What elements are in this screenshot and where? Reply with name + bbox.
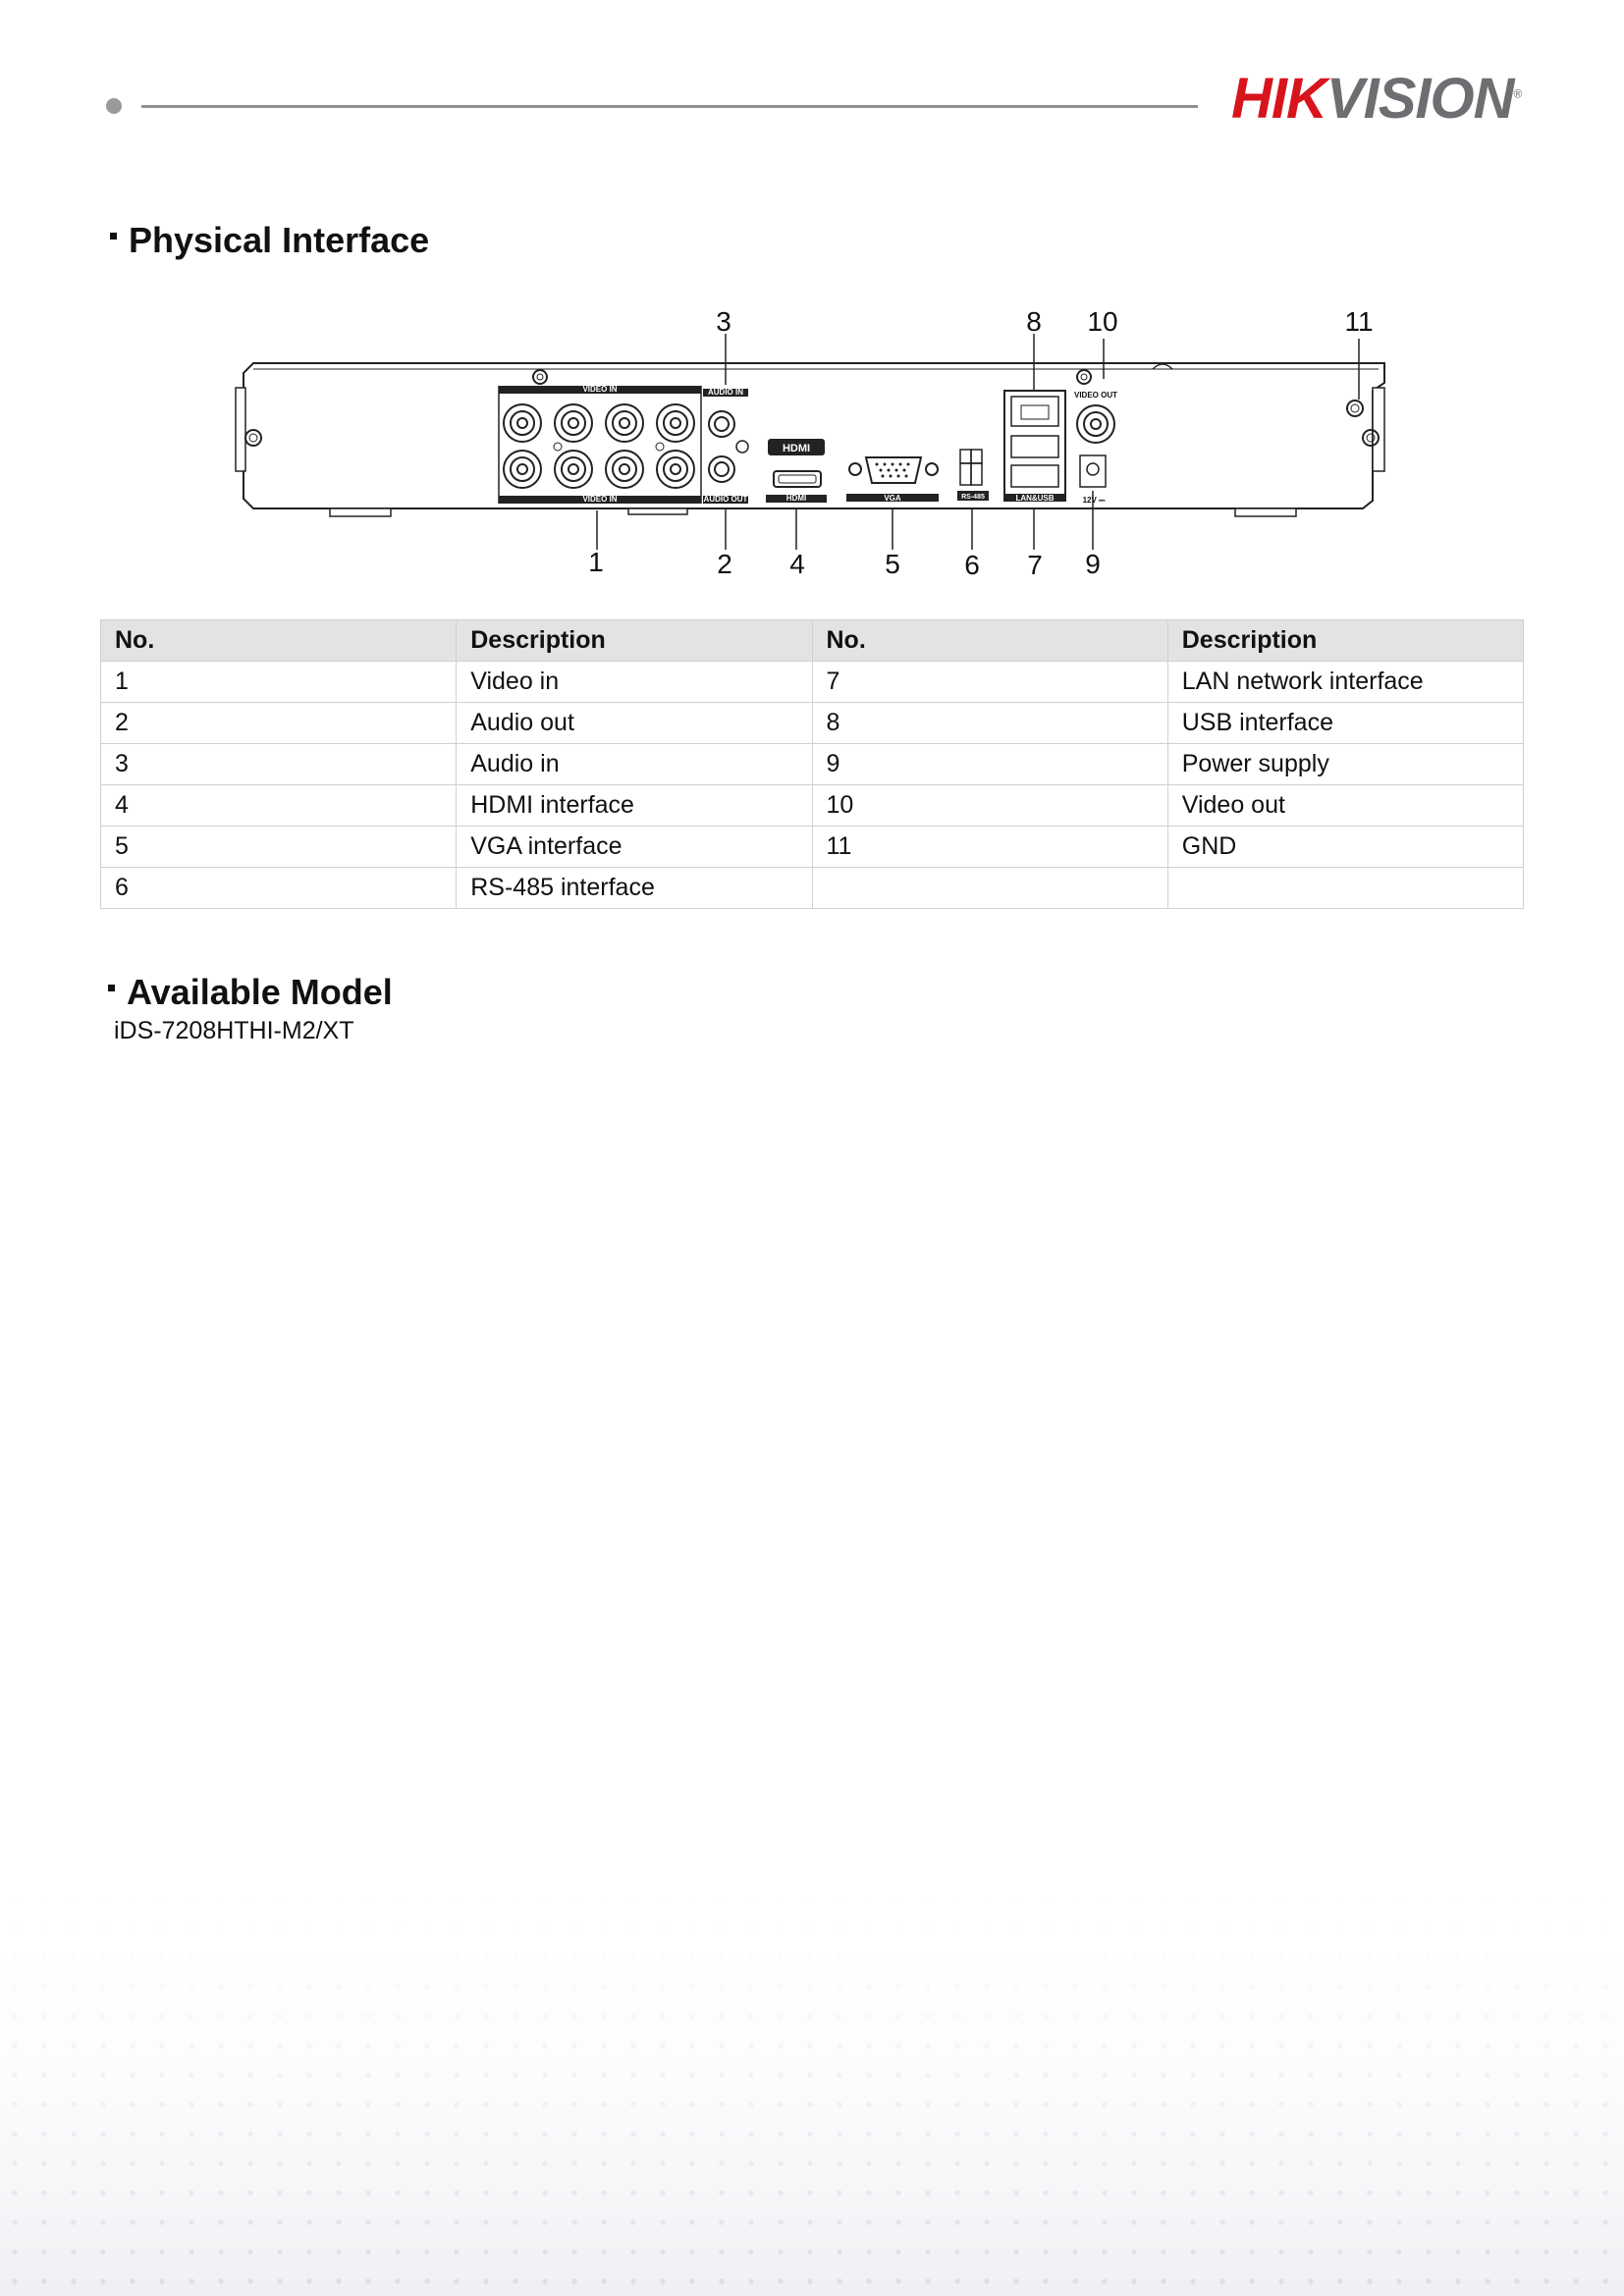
callout-11: 11 — [1344, 306, 1374, 337]
label-power: 12V ⎓ — [1082, 496, 1106, 505]
callout-9: 9 — [1085, 549, 1101, 579]
table-row — [101, 744, 1524, 785]
callout-4: 4 — [789, 549, 805, 579]
label-hdmi: HDMI — [785, 494, 807, 503]
cell-description: Audio in — [457, 744, 812, 785]
callout-7: 7 — [1027, 550, 1043, 580]
model-number: iDS-7208HTHI-M2/XT — [114, 1017, 354, 1044]
cell-description: HDMI interface — [457, 785, 812, 827]
label-hdmi-logo: HDMI — [782, 443, 811, 454]
header-description: Description — [1167, 620, 1523, 662]
callout-3: 3 — [716, 306, 731, 337]
label-vga: VGA — [884, 494, 901, 503]
header-no: No. — [101, 620, 457, 662]
cell-description: GND — [1167, 827, 1523, 868]
rear-panel-diagram — [0, 294, 1624, 589]
callout-10: 10 — [1087, 306, 1118, 337]
section-title-physical-interface: Physical Interface — [110, 220, 429, 261]
cell-no: 6 — [101, 868, 457, 909]
table-row — [101, 662, 1524, 703]
cell-no: 2 — [101, 703, 457, 744]
cell-description: Power supply — [1167, 744, 1523, 785]
header-description: Description — [457, 620, 812, 662]
label-video-in-bottom: VIDEO IN — [582, 495, 618, 504]
bullet-icon — [108, 985, 115, 991]
cell-description: Video out — [1167, 785, 1523, 827]
cell-description: USB interface — [1167, 703, 1523, 744]
section-title-available-model: Available Model — [108, 972, 393, 1013]
cell-no: 11 — [812, 827, 1167, 868]
label-video-out: VIDEO OUT — [1073, 391, 1118, 400]
cell-no: 4 — [101, 785, 457, 827]
cell-description: Video in — [457, 662, 812, 703]
bullet-icon — [110, 233, 117, 240]
header-no: No. — [812, 620, 1167, 662]
cell-no: 10 — [812, 785, 1167, 827]
cell-description: VGA interface — [457, 827, 812, 868]
callout-8: 8 — [1026, 306, 1042, 337]
label-audio-out: AUDIO OUT — [703, 495, 748, 504]
callout-6: 6 — [964, 550, 980, 580]
cell-no: 5 — [101, 827, 457, 868]
cell-description: Audio out — [457, 703, 812, 744]
table-row — [101, 868, 1524, 909]
header-dot — [106, 98, 122, 114]
table-row — [101, 785, 1524, 827]
callout-5: 5 — [885, 549, 900, 579]
cell-no: 9 — [812, 744, 1167, 785]
hikvision-logo: HIKVISION® — [1231, 67, 1522, 131]
table-header-row — [101, 620, 1524, 662]
table-row — [101, 703, 1524, 744]
cell-no: 7 — [812, 662, 1167, 703]
interface-table — [100, 619, 1524, 909]
label-lan-usb: LAN&USB — [1015, 494, 1055, 503]
label-rs485: RS-485 — [961, 494, 985, 501]
cell-no — [812, 868, 1167, 909]
cell-no: 3 — [101, 744, 457, 785]
cell-no: 8 — [812, 703, 1167, 744]
cell-description: RS-485 interface — [457, 868, 812, 909]
label-audio-in: AUDIO IN — [708, 388, 743, 397]
header-rule — [141, 105, 1198, 108]
cell-description — [1167, 868, 1523, 909]
cell-no: 1 — [101, 662, 457, 703]
cell-description: LAN network interface — [1167, 662, 1523, 703]
footer-background-pattern — [0, 1884, 1624, 2296]
table-row — [101, 827, 1524, 868]
label-video-in-top: VIDEO IN — [582, 385, 618, 394]
callout-1: 1 — [588, 547, 604, 577]
callout-2: 2 — [717, 549, 732, 579]
